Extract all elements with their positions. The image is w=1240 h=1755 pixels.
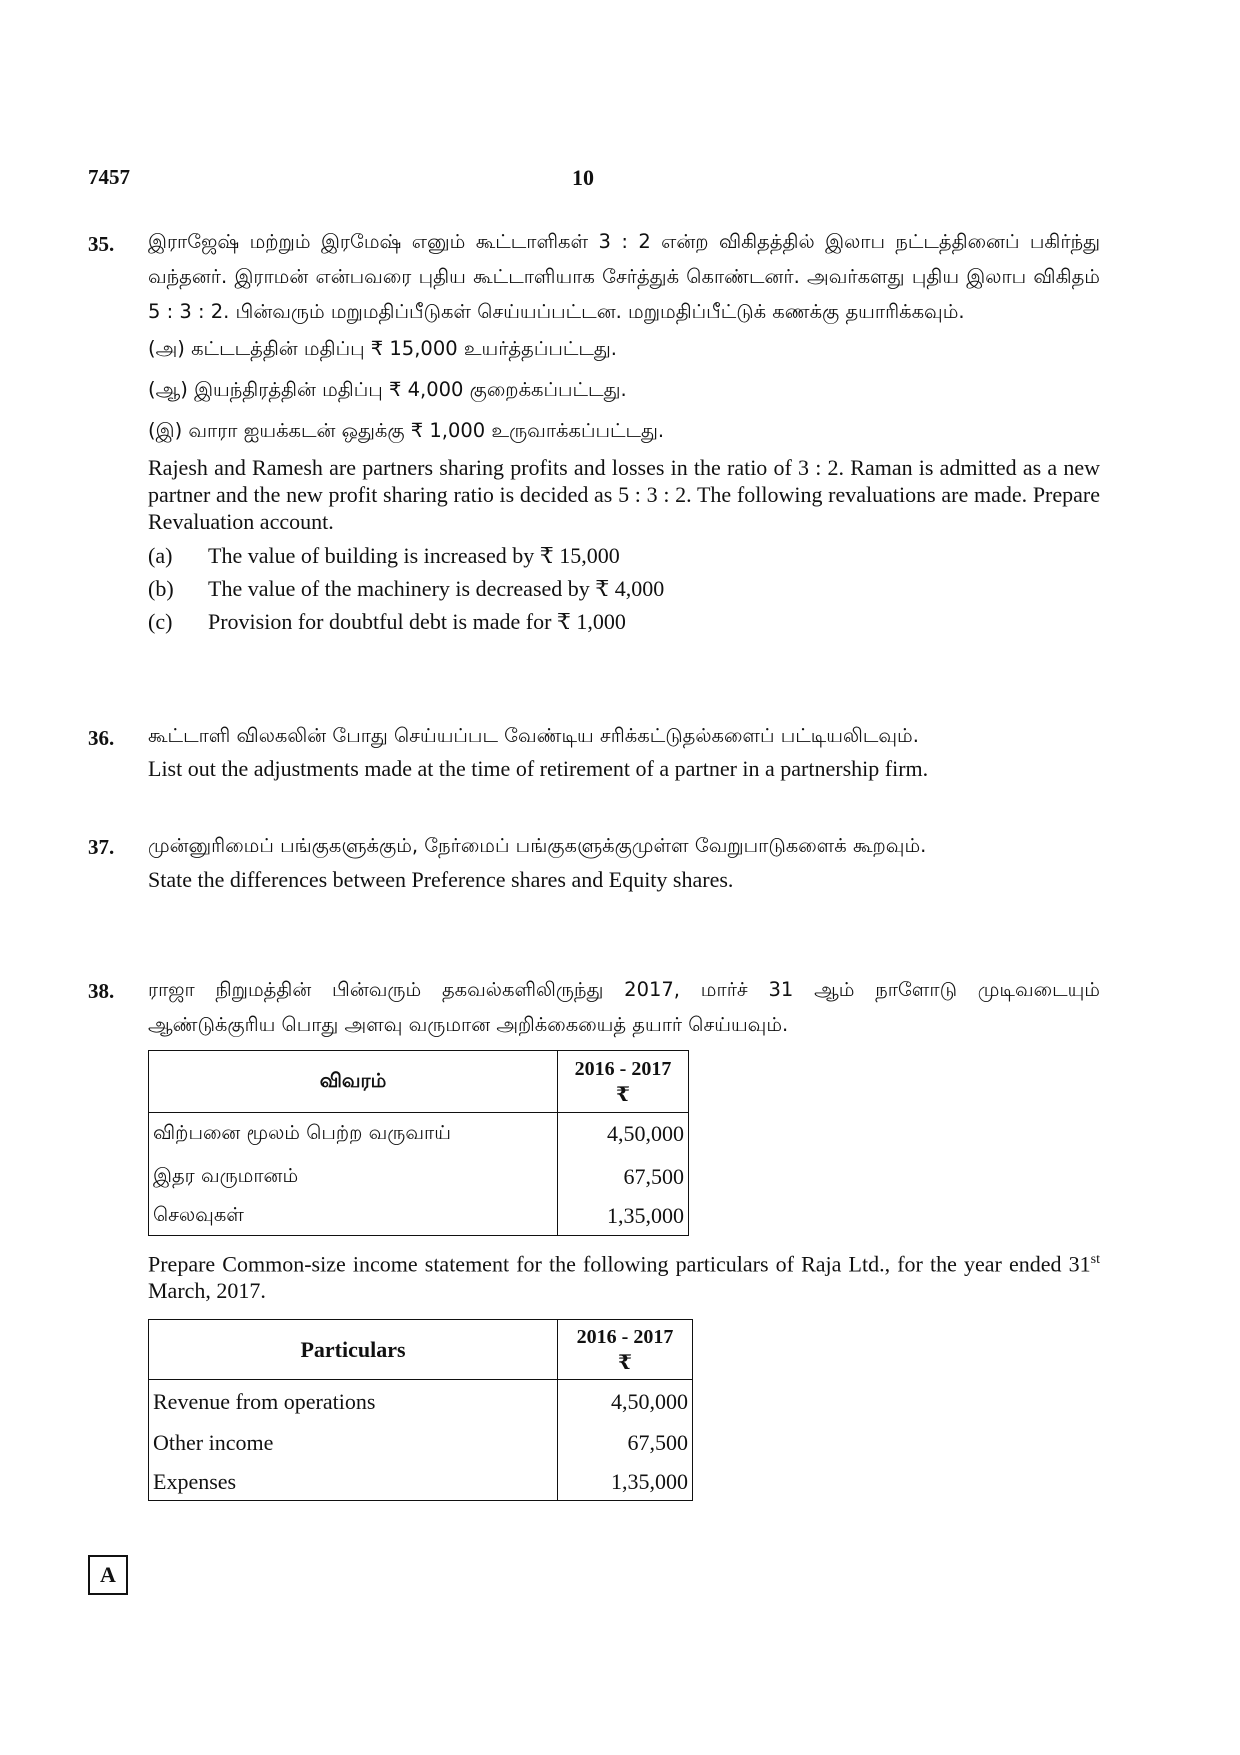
item-text: The value of building is increased by ₹ 15,000 <box>208 543 620 568</box>
tamil-question-text: இராஜேஷ் மற்றும் இரமேஷ் எனும் கூட்டாளிகள் 3 : 2 என்ற விகிதத்தில் இலாப நட்டத்தினைப் பகிர்ந்து வந்தனர். இராமன் என்பவரை புதிய கூட்டாளியாக சேர்த்துக் கொண்டனர். அவர்களது புதிய இலாப விகிதம் 5 : 3 : 2. பின்வரும் மறுமதிப்பீடுகள் செய்யப்பட்டன. மறுமதிப்பீட்டுக் கணக்கு தயாரிக்கவும். <box>148 230 1100 323</box>
tamil-data-table <box>148 1050 689 1236</box>
question-body <box>148 979 1100 1501</box>
table-row <box>149 1156 689 1198</box>
row-label: Revenue from operations <box>149 1380 558 1423</box>
row-value: 4,50,000 <box>558 1380 693 1423</box>
row-value: 1,35,000 <box>558 1463 693 1501</box>
question-body <box>148 232 1100 640</box>
item-text: The value of the machinery is decreased by ₹ 4,000 <box>208 576 665 601</box>
tamil-question-text: ராஜா நிறுமத்தின் பின்வரும் தகவல்களிலிருந்து 2017, மார்ச் 31 ஆம் நாளோடு முடிவடையும் ஆண்டுக்குரிய பொது அளவு வருமான அறிக்கையைத் தயார் செய்யவும். <box>148 978 1100 1036</box>
english-question-text: List out the adjustments made at the time of retirement of a partner in a partnership firm. <box>148 756 929 781</box>
tamil-items <box>148 331 1100 454</box>
english-text-superscript: st <box>1090 1252 1100 1267</box>
question-number: 35. <box>88 232 115 256</box>
header-particulars: விவரம் <box>149 1051 558 1113</box>
item-label: (a) <box>148 543 173 568</box>
page-number: 10 <box>572 165 594 190</box>
table-row <box>149 1113 689 1156</box>
item-label: (c) <box>148 609 173 634</box>
header-year-label: 2016 - 2017 <box>576 1325 674 1348</box>
row-label: Expenses <box>149 1463 558 1501</box>
question-number: 36. <box>88 726 115 750</box>
tamil-question-text: முன்னுரிமைப் பங்குகளுக்கும், நேர்மைப் பங்குகளுக்குமுள்ள வேறுபாடுகளைக் கூறவும். <box>148 834 927 857</box>
question-body <box>148 726 1100 784</box>
tamil-item: (இ) வாரா ஐயக்கடன் ஒதுக்கு ₹ 1,000 உருவாக்கப்பட்டது. <box>148 419 665 442</box>
header-year <box>558 1320 693 1380</box>
row-label: Other income <box>149 1423 558 1463</box>
item-label: (b) <box>148 576 174 601</box>
tamil-item: (அ) கட்டடத்தின் மதிப்பு ₹ 15,000 உயர்த்தப்பட்டது. <box>148 337 617 360</box>
table-header-row <box>149 1320 693 1380</box>
english-question-text: Rajesh and Ramesh are partners sharing profits and losses in the ratio of 3 : 2. Raman is admitted as a new partner and the new profit sharing ratio is decided as 5 : 3 : 2. The following revaluations are made. Prepare Revaluation account. <box>148 455 1100 534</box>
english-item <box>148 541 1100 574</box>
item-text: Provision for doubtful debt is made for ₹ 1,000 <box>208 609 626 634</box>
header-particulars: Particulars <box>149 1320 558 1380</box>
row-value: 67,500 <box>558 1423 693 1463</box>
tamil-question-text: கூட்டாளி விலகலின் போது செய்யப்பட வேண்டிய சரிக்கட்டுதல்களைப் பட்டியலிடவும். <box>148 724 919 747</box>
english-question-text: State the differences between Preference shares and Equity shares. <box>148 867 734 892</box>
table-row <box>149 1380 693 1423</box>
english-question-text <box>148 1246 1100 1304</box>
row-label: விற்பனை மூலம் பெற்ற வருவாய் <box>149 1113 558 1156</box>
question-38 <box>88 979 1100 1539</box>
table-header-row <box>149 1051 689 1113</box>
header-year-label: 2016 - 2017 <box>574 1057 672 1080</box>
row-value: 1,35,000 <box>558 1198 689 1236</box>
english-item <box>148 574 1100 607</box>
header-unit: ₹ <box>618 1351 632 1374</box>
question-number: 37. <box>88 835 115 859</box>
header-year <box>558 1051 689 1113</box>
tamil-item: (ஆ) இயந்திரத்தின் மதிப்பு ₹ 4,000 குறைக்கப்பட்டது. <box>148 378 627 401</box>
question-36 <box>88 726 1100 796</box>
paper-code: 7457 <box>88 165 130 189</box>
english-item <box>148 607 1100 640</box>
table-row <box>149 1423 693 1463</box>
version-box: A <box>88 1555 128 1595</box>
english-items <box>148 541 1100 640</box>
row-value: 4,50,000 <box>558 1113 689 1156</box>
english-text-part2: March, 2017. <box>148 1278 266 1304</box>
row-label: செலவுகள் <box>149 1198 558 1236</box>
question-37 <box>88 835 1100 935</box>
english-text-part1: Prepare Common-size income statement for the following particulars of Raja Ltd., for the year ended 31 <box>148 1251 1091 1277</box>
table-row <box>149 1198 689 1236</box>
header-unit: ₹ <box>616 1083 630 1106</box>
english-data-table <box>148 1319 693 1501</box>
row-label: இதர வருமானம் <box>149 1156 558 1198</box>
row-value: 67,500 <box>558 1156 689 1198</box>
question-number: 38. <box>88 979 115 1003</box>
question-35 <box>88 232 1100 682</box>
table-row <box>149 1463 693 1501</box>
question-body <box>148 835 1100 895</box>
